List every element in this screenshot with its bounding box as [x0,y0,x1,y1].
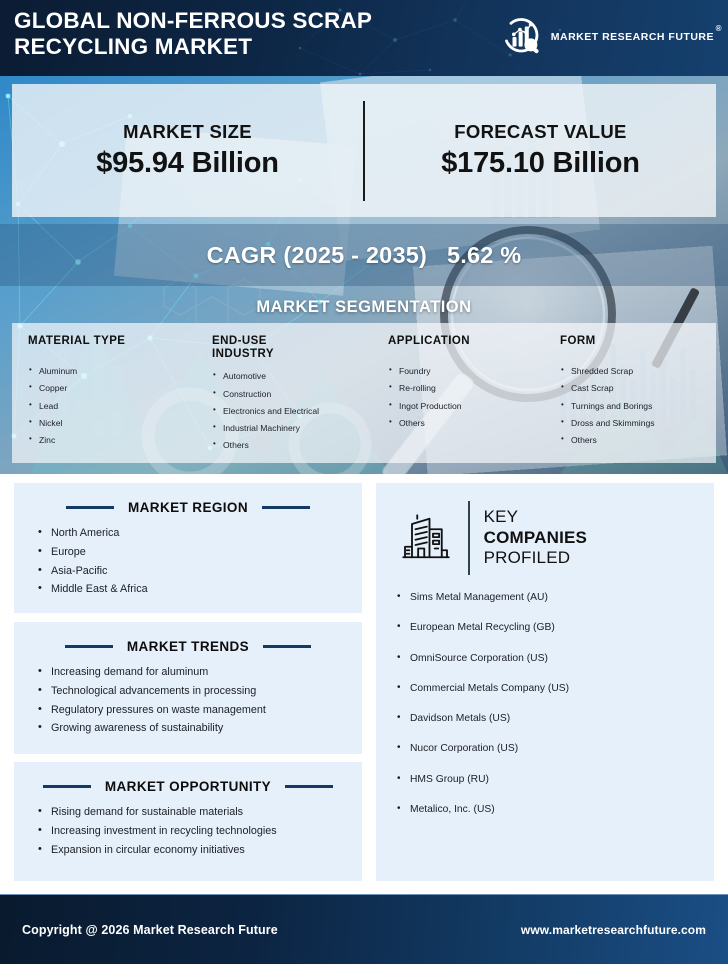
lower-section [0,474,728,894]
segmentation-item: • Construction [212,390,368,399]
magnifier-bar-chart-logo-icon [502,16,544,58]
key-companies-list [396,593,714,815]
forecast-value-label: FORECAST VALUE [454,121,627,142]
list-item: • Increasing investment in recycling technologies [38,826,362,837]
segmentation-item: • Automotive [212,372,368,381]
segmentation-list [28,367,192,444]
dash-left-icon [66,506,114,509]
key-companies-title [484,507,588,569]
segmentation-column-end-use-industry [196,335,372,463]
page-header [0,0,728,76]
key-companies-header [376,483,714,575]
dash-right-icon [263,645,311,648]
market-opportunity-title: MARKET OPPORTUNITY [104,779,272,794]
segmentation-item: • Aluminum [28,367,192,376]
market-region-header [14,500,362,515]
segmentation-item: • Others [388,419,540,428]
market-opportunity-list [38,807,362,855]
key-companies-title-line2: COMPANIES [483,527,588,547]
list-item: • Commercial Metals Company (US) [396,684,714,694]
cagr-label: CAGR (2025 - 2035) [206,241,428,268]
market-trends-header [14,639,362,654]
segmentation-item: • Nickel [28,419,192,428]
header-divider [468,501,470,575]
footer-copyright: Copyright @ 2026 Market Research Future [22,922,278,937]
market-trends-panel [14,622,362,754]
market-size-value: $95.94 Billion [96,147,279,179]
market-size-panel [12,84,716,217]
segmentation-heading: MATERIAL TYPE [28,335,126,347]
dash-left-icon [65,645,113,648]
segmentation-item: • Foundry [388,367,540,376]
forecast-value-cell [365,121,716,180]
dash-right-icon [262,506,310,509]
segmentation-item: • Ingot Production [388,402,540,411]
list-item: • Europe [38,547,362,558]
segmentation-list [388,367,540,427]
list-item: • Asia-Pacific [38,566,362,577]
segmentation-item: • Others [560,436,712,445]
forecast-value-value: $175.10 Billion [441,147,640,179]
segmentation-item: • Re-rolling [388,384,540,393]
list-item: • Expansion in circular economy initiatives [38,845,362,856]
cagr-value: 5.62 % [447,241,522,268]
dash-right-icon [285,785,333,788]
segmentation-title: MARKET SEGMENTATION [256,297,472,316]
segmentation-heading-line1: END-USE [212,335,267,347]
segmentation-item: • Turnings and Borings [560,402,712,411]
cagr-text [207,242,522,269]
key-companies-panel [376,483,714,881]
logo-wordmark-text: MARKET RESEARCH FUTURE [550,31,714,43]
segmentation-column-form [544,335,716,463]
segmentation-heading-line2: INDUSTRY [212,348,274,361]
list-item: • Middle East & Africa [38,584,362,595]
segmentation-heading: FORM [560,335,596,347]
list-item: • HMS Group (RU) [396,775,714,785]
list-item: • Growing awareness of sustainability [38,723,362,734]
segmentation-item: • Zinc [28,436,192,445]
list-item: • Davidson Metals (US) [396,714,714,724]
list-item: • OmniSource Corporation (US) [396,654,714,664]
segmentation-panel [12,323,716,463]
segmentation-title-band [0,288,728,326]
dash-left-icon [43,785,91,788]
list-item: • Sims Metal Management (AU) [396,593,714,603]
key-companies-title-line3: PROFILED [483,548,571,568]
market-region-list [38,528,362,595]
list-item: • Metalico, Inc. (US) [396,805,714,815]
market-region-panel [14,483,362,613]
hero-section [0,76,728,474]
segmentation-item: • Dross and Skimmings [560,419,712,428]
market-size-label: MARKET SIZE [123,121,252,142]
segmentation-item: • Electronics and Electrical [212,407,368,416]
segmentation-list [560,367,712,444]
list-item: • Nucor Corporation (US) [396,744,714,754]
office-building-icon [398,510,454,566]
page-footer [0,894,728,964]
registered-trademark-icon: ® [715,24,722,33]
market-trends-list [38,667,362,734]
list-item: • Technological advancements in processing [38,686,362,697]
segmentation-item: • Others [212,441,368,450]
segmentation-column-application [372,335,544,463]
market-region-title: MARKET REGION [128,500,248,515]
list-item: • European Metal Recycling (GB) [396,623,714,633]
segmentation-heading [212,335,368,361]
page-title: GLOBAL NON-FERROUS SCRAP RECYCLING MARKET [14,8,372,60]
list-item: • Rising demand for sustainable materials [38,807,362,818]
logo-wordmark [550,24,722,43]
key-companies-title-line1: KEY [483,506,519,526]
market-trends-title: MARKET TRENDS [126,639,250,654]
cagr-band [0,224,728,286]
list-item: • Increasing demand for aluminum [38,667,362,678]
list-item: • Regulatory pressures on waste management [38,705,362,716]
market-opportunity-panel [14,762,362,881]
segmentation-heading: APPLICATION [388,335,471,347]
segmentation-item: • Industrial Machinery [212,424,368,433]
segmentation-list [212,372,368,449]
segmentation-item: • Cast Scrap [560,384,712,393]
segmentation-item: • Shredded Scrap [560,367,712,376]
segmentation-item: • Lead [28,402,192,411]
market-opportunity-header [14,779,362,794]
footer-website-url[interactable]: www.marketresearchfuture.com [520,922,706,937]
segmentation-item: • Copper [28,384,192,393]
market-size-cell [12,121,363,180]
segmentation-column-material-type [12,335,196,463]
brand-logo [502,16,722,58]
list-item: • North America [38,528,362,539]
